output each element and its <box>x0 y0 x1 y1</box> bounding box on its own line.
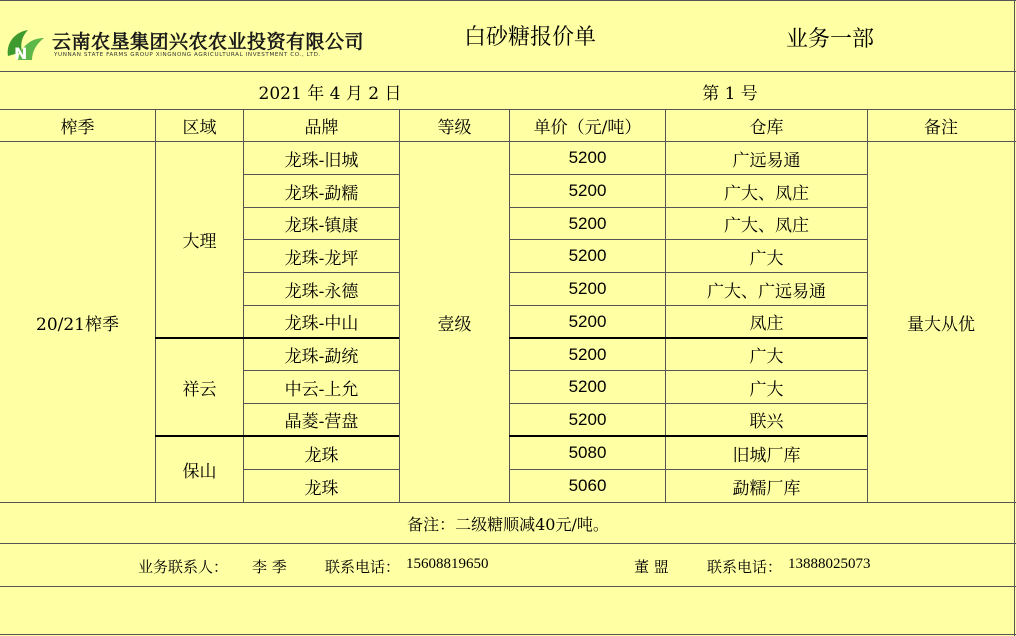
department-label: 业务一部 <box>785 27 874 52</box>
col-header-grade: 等级 <box>437 118 472 138</box>
company-name: 云南农垦集团兴农农业投资有限公司 <box>52 31 365 53</box>
warehouse-cell: 勐糯厂库 <box>732 478 801 499</box>
col-header-warehouse: 仓库 <box>749 118 784 138</box>
brand-cell: 龙珠 <box>304 478 339 499</box>
company-name-en: YUNNAN STATE FARMS GROUP XINGNONG AGRICULTURAL INVESTMENT CO., LTD. <box>54 52 321 58</box>
price-cell: 5200 <box>568 246 607 265</box>
warehouse-cell: 广大 <box>749 248 784 269</box>
remark-cell: 量大从优 <box>907 314 975 335</box>
brand-cell: 龙珠-镇康 <box>284 216 359 236</box>
price-cell: 5200 <box>568 311 607 331</box>
brand-cell: 龙珠-永德 <box>284 281 359 302</box>
quote-date: 2021 年 4 月 2 日 <box>258 84 402 104</box>
warehouse-cell: 广大、凤庄 <box>724 183 809 204</box>
grade-cell: 壹级 <box>437 314 472 335</box>
region-cell: 大理 <box>182 232 217 252</box>
warehouse-cell: 广大 <box>749 347 784 367</box>
price-cell: 5200 <box>568 409 607 429</box>
contact-label: 业务联系人： <box>138 558 229 576</box>
phone-label-2: 联系电话： <box>707 558 783 576</box>
grid-line <box>0 634 1016 635</box>
phone-number-2: 13888025073 <box>788 556 871 572</box>
season-cell: 20/21榨季 <box>36 314 119 335</box>
col-header-brand: 品牌 <box>304 118 339 138</box>
col-header-remark: 备注 <box>924 118 958 138</box>
contact-person-1: 李 季 <box>252 558 287 576</box>
company-logo <box>4 24 365 66</box>
price-cell: 5200 <box>568 181 607 200</box>
phone-number-1: 15608819650 <box>406 556 489 572</box>
brand-cell: 龙珠-勐统 <box>284 347 359 367</box>
warehouse-cell: 凤庄 <box>749 314 784 334</box>
brand-cell: 龙珠-勐糯 <box>284 183 359 204</box>
price-cell: 5080 <box>568 443 607 462</box>
col-header-price: 单价（元/吨） <box>533 118 642 138</box>
warehouse-cell: 广大、凤庄 <box>724 216 809 236</box>
brand-cell: 龙珠 <box>304 445 339 466</box>
contact-person-2: 董 盟 <box>634 558 669 576</box>
price-cell: 5060 <box>568 476 607 495</box>
brand-cell: 龙珠-龙坪 <box>284 248 359 269</box>
price-cell: 5200 <box>568 344 607 364</box>
region-cell: 保山 <box>182 462 217 482</box>
warehouse-cell: 广大 <box>749 379 784 400</box>
brand-cell: 中云-上允 <box>284 379 359 400</box>
price-cell: 5200 <box>568 213 607 233</box>
brand-cell: 龙珠-旧城 <box>284 150 359 171</box>
price-cell: 5200 <box>568 279 607 298</box>
contact-row <box>0 544 1016 586</box>
svg-text:N: N <box>14 44 28 63</box>
document-title: 白砂糖报价单 <box>463 25 596 50</box>
col-header-region: 区域 <box>182 118 217 138</box>
price-cell: 5200 <box>568 377 607 396</box>
quote-number: 第 1 号 <box>702 84 758 104</box>
brand-cell: 晶菱-营盘 <box>284 412 359 432</box>
grid-line <box>0 71 1016 72</box>
brand-cell: 龙珠-中山 <box>284 314 359 334</box>
warehouse-cell: 广远易通 <box>732 150 801 171</box>
grade-note: 备注：二级糖顺减40元/吨。 <box>407 514 609 534</box>
phone-label-1: 联系电话： <box>325 558 401 576</box>
warehouse-cell: 广大、广远易通 <box>707 281 826 302</box>
warehouse-cell: 旧城厂库 <box>732 445 801 466</box>
region-cell: 祥云 <box>182 379 217 400</box>
price-cell: 5200 <box>568 148 607 167</box>
grid-line <box>0 0 1016 1</box>
leaf-logo-icon <box>4 26 46 64</box>
warehouse-cell: 联兴 <box>749 412 784 432</box>
col-header-season: 榨季 <box>60 118 95 138</box>
grid-line <box>0 586 1016 587</box>
